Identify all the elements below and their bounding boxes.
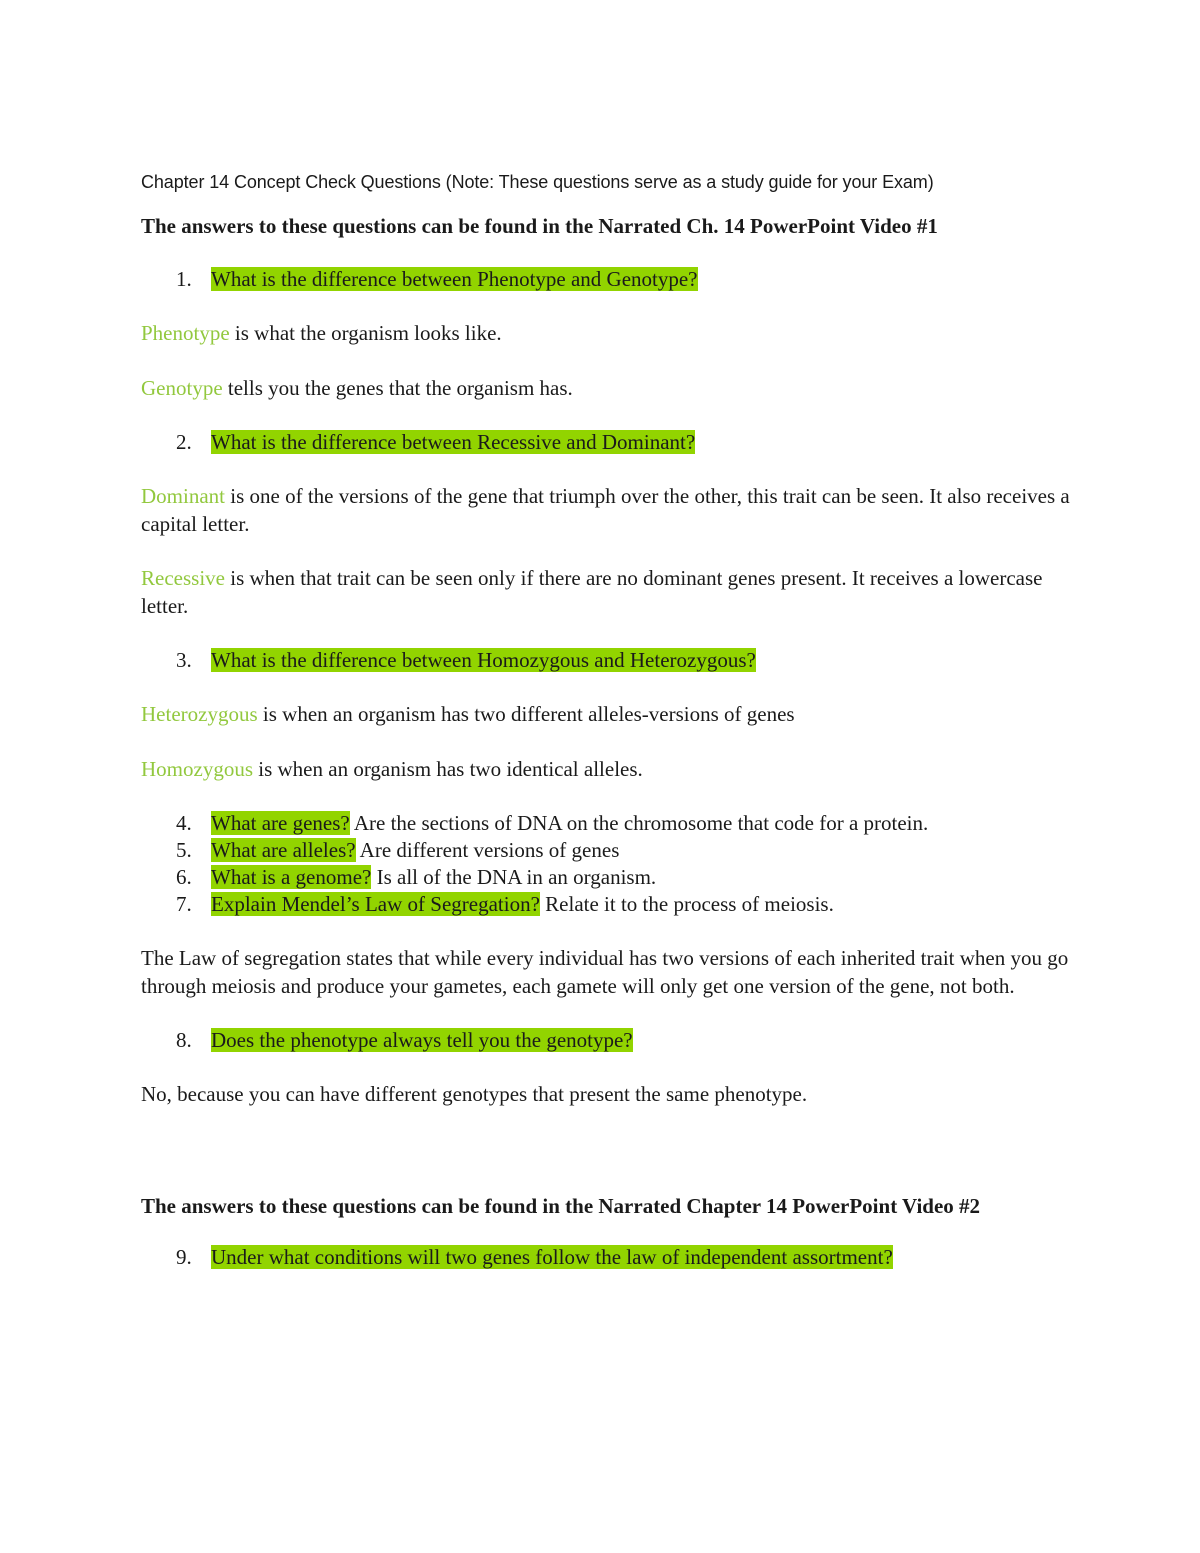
question-number: 8. (176, 1028, 192, 1052)
question-body (211, 429, 1071, 456)
question-number: 5. (176, 838, 192, 862)
answer-1-genotype (141, 375, 1071, 403)
question-text: Does the phenotype always tell you the genotype? (211, 1028, 633, 1052)
question-2 (141, 429, 1071, 456)
question-9 (141, 1244, 1071, 1271)
question-body (211, 891, 1071, 918)
section-2-heading: The answers to these questions can be found in the Narrated Chapter 14 PowerPoint Video #2 (141, 1193, 981, 1218)
question-body (211, 864, 1071, 891)
question-3 (141, 647, 1071, 674)
term-phenotype: Phenotype (141, 321, 230, 345)
question-body (211, 837, 1071, 864)
question-text: Explain Mendel’s Law of Segregation? (211, 892, 540, 916)
answer-3-heterozygous (141, 701, 1071, 729)
question-6 (141, 864, 1071, 891)
question-number: 6. (176, 865, 192, 889)
inline-answer: Are different versions of genes (355, 838, 620, 862)
term-genotype: Genotype (141, 375, 223, 400)
answer-1-phenotype (141, 320, 1071, 348)
question-text: What are genes? (211, 811, 350, 835)
question-4 (141, 810, 1071, 837)
term-dominant: Dominant (141, 484, 225, 508)
term-recessive: Recessive (141, 566, 225, 590)
answer-text: is what the organism looks like. (229, 321, 502, 345)
section-1-heading: The answers to these questions can be found in the Narrated Ch. 14 PowerPoint Video #1 (141, 214, 938, 238)
answer-3-homozygous (141, 756, 1071, 784)
inline-answer: Relate it to the process of meiosis. (539, 892, 834, 916)
question-text: What is the difference between Recessive and Dominant? (211, 430, 696, 454)
document-content (141, 168, 1071, 1271)
question-5 (141, 837, 1071, 864)
question-body (211, 1244, 1071, 1271)
answer-text: is when an organism has two different alleles-versions of genes (257, 702, 795, 726)
inline-answer: Is all of the DNA in an organism. (371, 865, 657, 889)
document-subtitle: Chapter 14 Concept Check Questions (Note: These questions serve as a study guide for your Exam) (141, 172, 934, 192)
question-number: 1. (176, 267, 192, 291)
question-body (211, 810, 1071, 837)
answer-2-dominant (141, 483, 1071, 538)
question-number: 9. (176, 1244, 192, 1269)
question-text: What is the difference between Phenotype and Genotype? (211, 267, 698, 291)
answer-8: No, because you can have different genotypes that present the same phenotype. (141, 1082, 808, 1106)
question-text: What is the difference between Homozygous and Heterozygous? (211, 648, 756, 672)
inline-answer: Are the sections of DNA on the chromosome that code for a protein. (349, 811, 929, 835)
answer-7-law-of-segregation: The Law of segregation states that while every individual has two versions of each inherited trait when you go through meiosis and produce your gametes, each gamete will only get one version of the gene, not both. (141, 946, 1069, 998)
question-number: 3. (176, 648, 192, 672)
answer-text: is when that trait can be seen only if there are no dominant genes present. It receives a lowercase letter. (141, 566, 1043, 618)
answer-text: is when an organism has two identical alleles. (253, 756, 643, 781)
question-body (211, 647, 1071, 674)
question-text: What are alleles? (211, 838, 356, 862)
question-text: What is a genome? (211, 865, 372, 889)
question-1 (141, 266, 1071, 293)
term-heterozygous: Heterozygous (141, 702, 258, 726)
question-body (211, 266, 1071, 293)
question-number: 4. (176, 811, 192, 835)
question-number: 7. (176, 892, 192, 916)
question-text: Under what conditions will two genes follow the law of independent assortment? (211, 1244, 893, 1269)
question-body (211, 1027, 1071, 1054)
answer-text: tells you the genes that the organism has. (222, 375, 573, 400)
question-8 (141, 1027, 1071, 1054)
answer-text: is one of the versions of the gene that triumph over the other, this trait can be seen. It also receives a capital letter. (141, 484, 1070, 536)
term-homozygous: Homozygous (141, 756, 253, 781)
spacer (141, 1136, 1071, 1192)
question-7 (141, 891, 1071, 918)
question-number: 2. (176, 430, 192, 454)
answer-2-recessive (141, 565, 1071, 620)
